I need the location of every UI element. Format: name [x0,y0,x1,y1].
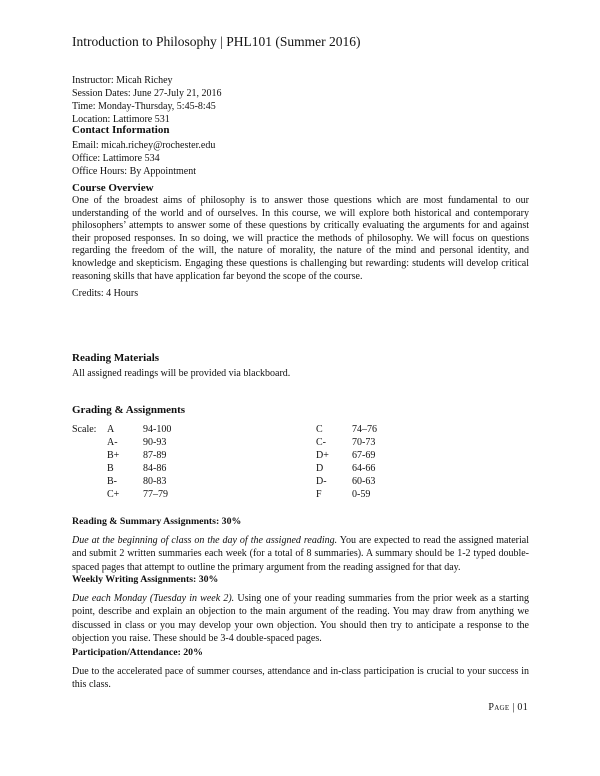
grade-row [72,423,529,436]
contact-section [72,124,529,178]
assignment-reading [72,516,529,574]
reading-section [72,352,529,380]
due-note: Due at the beginning of class on the day of the assigned reading. [72,535,338,546]
grade-letter: D- [316,476,327,487]
grade-range: 74–76 [352,424,377,435]
grade-range: 80-83 [143,476,167,487]
grade-letter: B [107,463,114,474]
grade-row [72,449,529,462]
overview-heading: Course Overview [72,182,154,194]
grade-range: 90-93 [143,437,167,448]
assignment-text [72,534,529,574]
assignment-body: You are expected to read the assigned material and submit 2 written summaries each week (for a total of 8 summaries). A summary should be 1-2 typed double-spaced pages that attempt to outline the primary argument from the reading assigned for that day. [72,535,529,573]
overview-text: One of the broadest aims of philosophy is to answer those questions which are most fundamental to our understanding of the world and of ourselves. In this course, we will explore both historical and contemporary philosophers’ attempts to answer some of these questions by critically evaluating the arguments for and against their proposed responses. In so doing, we will practice the methods of philosophy. We will focus on questions regarding the freedom of the will, the nature of morality, the nature of the mind and personal identity, and knowledge and skepticism. Engaging these questions is challenging but rewarding: students will develop critical reasoning skills that have application far beyond the scope of the course. [72,195,529,282]
grade-letter: C [316,424,323,435]
grade-range: 94-100 [143,424,172,435]
grade-letter: B- [107,476,117,487]
reading-heading: Reading Materials [72,352,160,364]
assignment-heading: Weekly Writing Assignments: 30% [72,574,219,585]
grade-letter: C+ [107,489,120,500]
page-label: Page [488,702,510,713]
location: Location: Lattimore 531 [72,114,170,125]
grade-range: 87-89 [143,450,167,461]
assignment-text: Due to the accelerated pace of summer courses, attendance and in-class participation is crucial to your success in this class. [72,666,529,691]
assignment-body: Using one of your reading summaries from the prior week as a starting point, describe and explain an objection to the main argument of the reading. You may draw from anything we discussed in class or you may develop your own objection. You should then try to anticipate a response to the objection you raise. These should be 3-4 double-spaced pages. [72,593,529,645]
time: Time: Monday-Thursday, 5:45-8:45 [72,101,216,112]
grade-range: 60-63 [352,476,376,487]
course-info [72,74,529,126]
grade-letter: F [316,489,322,500]
scale-label: Scale: [72,424,97,435]
grading-section [72,404,529,416]
due-note: Due each Monday (Tuesday in week 2). [72,593,235,604]
grade-range: 67-69 [352,450,376,461]
office: Office: Lattimore 534 [72,153,160,164]
grade-letter: B+ [107,450,120,461]
document-title: Introduction to Philosophy | PHL101 (Summer 2016) [72,34,361,49]
overview-section [72,182,529,300]
grade-range: 70-73 [352,437,376,448]
grade-letter: D [316,463,324,474]
office-hours: Office Hours: By Appointment [72,166,196,177]
grade-letter: A- [107,437,118,448]
grade-range: 84-86 [143,463,167,474]
grade-letter: C- [316,437,326,448]
assignment-heading: Participation/Attendance: 20% [72,647,203,658]
page-footer: Page | 01 [488,702,528,713]
grade-row [72,436,529,449]
grading-heading: Grading & Assignments [72,404,186,416]
assignment-text [72,592,529,646]
grade-row [72,475,529,488]
grade-letter: D+ [316,450,329,461]
grade-row [72,488,529,501]
grade-range: 77–79 [143,489,168,500]
grading-scale [72,423,529,501]
assignment-heading: Reading & Summary Assignments: 30% [72,516,242,527]
credits: Credits: 4 Hours [72,288,139,300]
instructor: Instructor: Micah Richey [72,75,173,86]
assignment-participation [72,647,529,692]
page-number: 01 [517,702,528,713]
contact-heading: Contact Information [72,124,170,136]
grade-letter: A [107,424,115,435]
grade-range: 0-59 [352,489,371,500]
session-dates: Session Dates: June 27-July 21, 2016 [72,88,222,99]
reading-text: All assigned readings will be provided via blackboard. [72,368,291,379]
email: Email: micah.richey@rochester.edu [72,140,216,151]
grade-row [72,462,529,475]
grade-range: 64-66 [352,463,376,474]
assignment-writing [72,574,529,646]
